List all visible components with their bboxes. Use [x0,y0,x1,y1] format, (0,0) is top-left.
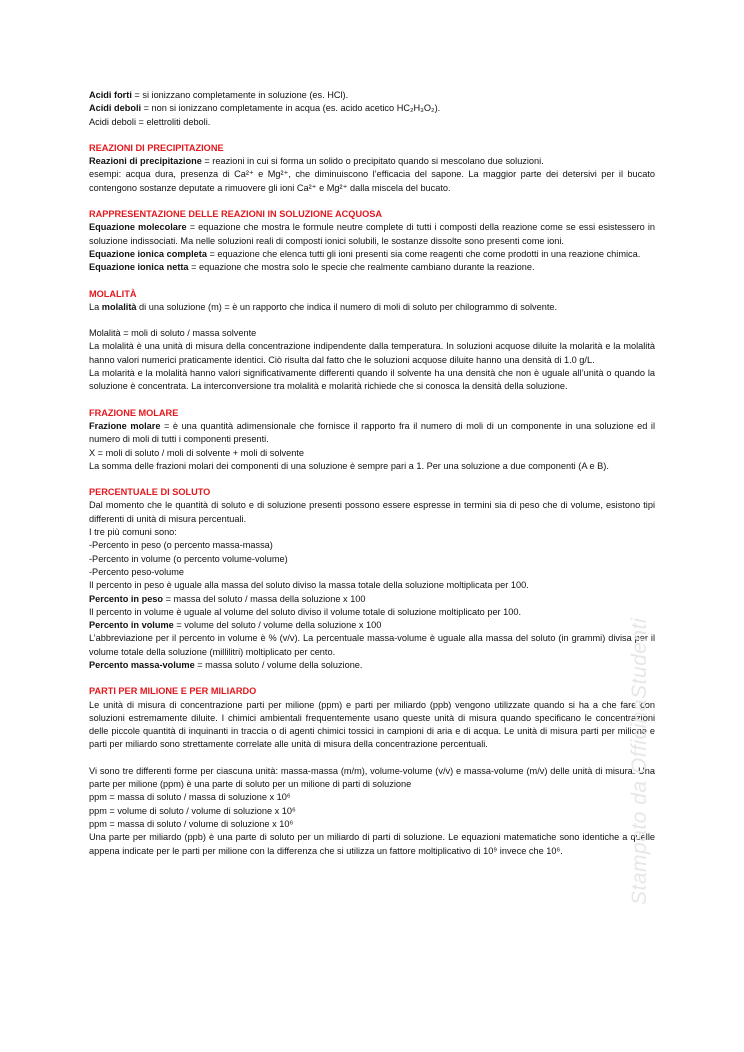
paragraph [89,168,655,195]
section-gap [89,275,655,288]
paragraph [89,831,655,858]
paragraph [89,89,655,102]
section-heading: PARTI PER MILIONE E PER MILIARDO [89,686,257,697]
paragraph [89,606,655,619]
paragraph-text: = reazioni in cui si forma un solido o precipitato quando si mescolano due soluzioni. [201,156,544,167]
term: Frazione molare [89,420,161,431]
paragraph [89,367,655,394]
paragraph-text: = equazione che mostra solo le specie che realmente cambiano durante la reazione. [188,262,535,273]
paragraph [89,699,655,752]
paragraph-text: L’abbreviazione per il percento in volume è % (v/v). La percentuale massa-volume è uguale alla massa del soluto (in grammi) divisa per il volume totale della soluzione (millilitri) moltiplicato per cento. [89,633,655,657]
paragraph-text: Dal momento che le quantità di soluto e di soluzione presenti possono essere espresse in termini sia di peso che di volume, esistono tipi differenti di unità di misura percentuali. [89,500,655,524]
paragraph [89,327,655,340]
paragraph-text: = non si ionizzano completamente in acqua (es. acido acetico HC₂H₃O₂). [141,103,441,114]
paragraph [89,791,655,804]
paragraph-text: di una soluzione (m) = è un rapporto che indica il numero di moli di soluto per chilogrammo di solvente. [136,301,558,312]
term: Reazioni di precipitazione [89,156,202,167]
paragraph [89,340,655,367]
document-page [89,89,655,858]
paragraph [89,460,655,473]
paragraph-prefix: La [89,301,102,312]
paragraph-text: = massa soluto / volume della soluzione. [194,659,363,670]
term: Percento in volume [89,620,174,631]
section-gap [89,672,655,685]
paragraph-text: = massa del soluto / massa della soluzione x 100 [163,593,366,604]
paragraph [89,116,655,129]
term: Equazione ionica netta [89,262,189,273]
paragraph-text: La molarità e la molalità hanno valori significativamente differenti quando il solvente ha una densità che non è uguale all’unità o quando la soluzione è concentrata. La interconversione tra molalità e molarità richiede che si conosca la densità della soluzione. [89,368,655,392]
term: Acidi deboli [89,103,142,114]
term: molalità [101,301,137,312]
paragraph-text: = equazione che mostra le formule neutre complete di tutti i composti della reazione come se essi esistessero in soluzione indissociati. Ma nelle soluzioni reali di composti ionici solubili, le sostanze dissolte sono presenti come ioni. [89,222,655,246]
paragraph [89,659,655,672]
paragraph-text: X = moli di soluto / moli di solvente + moli di solvente [89,447,304,458]
paragraph-text: Il percento in volume è uguale al volume del soluto diviso il volume totale di soluzione moltiplicato per 100. [89,606,522,617]
paragraph [89,818,655,831]
paragraph-text: = volume del soluto / volume della soluzione x 100 [173,620,382,631]
term: Equazione molecolare [89,222,187,233]
paragraph [89,805,655,818]
paragraph-text: Una parte per miliardo (ppb) è una parte di soluto per un miliardo di parti di soluzione. Le equazioni matematiche sono identiche a quelle appena indicate per le parti per milione con la differenza che si utilizza un fattore moltiplicativo di 10⁹ invece che 10⁶. [89,832,655,856]
paragraph [89,765,655,792]
section-heading: FRAZIONE MOLARE [89,407,179,418]
paragraph [89,593,655,606]
paragraph-text: = è una quantità adimensionale che fornisce il rapporto fra il numero di moli di un componente in una soluzione ed il numero di moli di tutti i componenti presenti. [89,420,655,445]
paragraph [89,619,655,632]
paragraph [89,539,655,552]
paragraph-text: = equazione che elenca tutti gli ioni presenti sia come reagenti che come prodotti in una reazione chimica. [206,248,641,259]
paragraph-text: La molalità è una unità di misura della concentrazione indipendente dalla temperatura. In soluzioni acquose diluite la molarità e la molalità hanno valori numerici praticamente identici. Ciò risulta dal fatto che le soluzioni acquose diluite hanno una densità di 1.0 g/L. [89,341,655,365]
paragraph [89,420,655,447]
term: Equazione ionica completa [89,248,207,259]
section-gap [89,394,655,407]
term: Percento massa-volume [89,659,195,670]
paragraph-text: -Percento peso-volume [89,566,184,577]
paragraph [89,447,655,460]
paragraph-text: I tre più comuni sono: [89,527,177,538]
paragraph [89,221,655,248]
paragraph-text: ppm = massa di soluto / volume di soluzione x 10⁶ [89,818,294,829]
paragraph [89,261,655,274]
section-gap [89,195,655,208]
term: Percento in peso [89,593,164,604]
watermark: Stampato da OfficinaStudenti [628,617,651,905]
paragraph [89,553,655,566]
paragraph-text: La somma delle frazioni molari dei componenti di una soluzione è sempre pari a 1. Per una soluzione a due componenti (A e B). [89,460,609,471]
paragraph [89,579,655,592]
paragraph-text: Molalità = moli di soluto / massa solvente [89,328,257,339]
paragraph [89,155,655,168]
paragraph [89,301,655,314]
term: Acidi forti [89,90,132,100]
section-heading: PERCENTUALE DI SOLUTO [89,487,211,498]
section-gap [89,129,655,142]
paragraph-text: -Percento in volume (o percento volume-volume) [89,553,288,564]
paragraph [89,566,655,579]
paragraph-text: = si ionizzano completamente in soluzione (es. HCl). [131,90,349,100]
paragraph [89,499,655,526]
section-heading: REAZIONI DI PRECIPITAZIONE [89,142,224,153]
paragraph [89,102,655,115]
paragraph-text: Il percento in peso è uguale alla massa del soluto diviso la massa totale della soluzione moltiplicata per 100. [89,580,529,591]
paragraph-text: Vi sono tre differenti forme per ciascuna unità: massa-massa (m/m), volume-volume (v/v) e massa-volume (m/v) delle unità di misura. Una parte per milione (ppm) è una parte di soluto per un milione di parti di soluzione [89,765,655,790]
paragraph-text: Acidi deboli = elettroliti deboli. [89,116,211,127]
paragraph-text: Le unità di misura di concentrazione parti per milione (ppm) e parti per miliardo (ppb) vengono utilizzate quando si ha a che fare con soluzioni estremamente diluite. I chimici ambientali frequentemente usano queste unità di misura quando specificano le concentrazioni delle piccole quantità di inquinanti in traccia o di agenti chimici tossici in campioni di aria e di acqua. Le unità di misura parti per milione e parti per miliardo sono strettamente correlate alle unità di misura della concentrazione percentuali. [89,699,655,750]
paragraph [89,526,655,539]
paragraph [89,248,655,261]
paragraph-gap [89,752,655,765]
section-gap [89,473,655,486]
paragraph-gap [89,314,655,327]
section-heading: RAPPRESENTAZIONE DELLE REAZIONI IN SOLUZIONE ACQUOSA [89,209,382,220]
paragraph-text: ppm = massa di soluto / massa di soluzione x 10⁶ [89,792,291,803]
paragraph-text: ppm = volume di soluto / volume di soluzione x 10⁶ [89,805,296,816]
paragraph-text: -Percento in peso (o percento massa-massa) [89,540,273,551]
paragraph-text: esempi: acqua dura, presenza di Ca²⁺ e Mg²⁺, che diminuiscono l’efficacia del sapone. La maggior parte dei detersivi per il bucato contengono sostanze deputate a rimuovere gli ioni Ca²⁺ e Mg²⁺ dalla miscela del bucato. [89,169,655,193]
paragraph [89,632,655,659]
section-heading: MOLALITÀ [89,288,137,299]
